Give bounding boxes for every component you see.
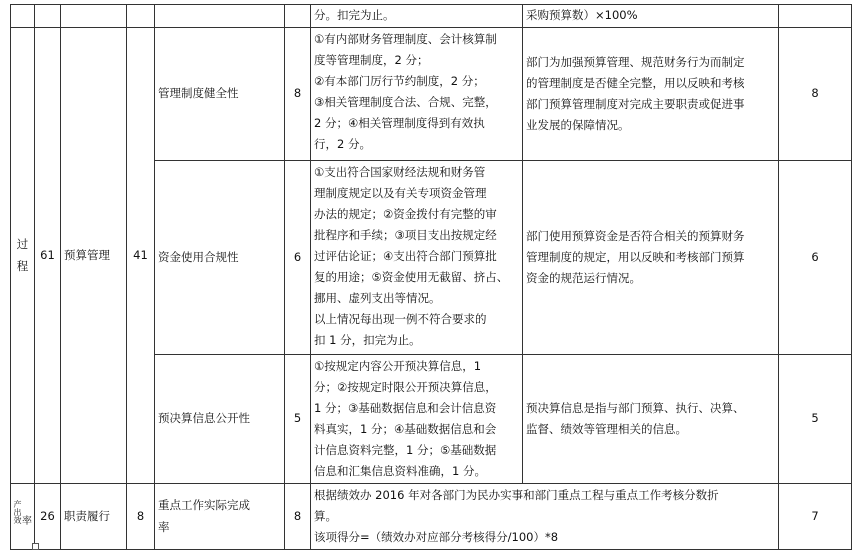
stage-suffix: 率 (22, 516, 32, 528)
description-cell (523, 28, 779, 161)
score-cell: 8 (779, 28, 852, 161)
criteria-line: 挪用、虚列支出等情况。 (314, 291, 441, 305)
description-line: 业发展的保障情况。 (526, 118, 630, 133)
description-line: 部门使用预算资金是否符合相关的预算财务 (526, 228, 745, 243)
stage-cell (11, 484, 35, 550)
points-cell: 8 (285, 484, 311, 550)
stage-cell: 过程 (11, 28, 35, 484)
criteria-line: ①有内部财务管理制度、会计核算制 (314, 32, 497, 46)
criteria-line: 料真实，1 分；④基础数据信息和会 (314, 422, 497, 436)
description-line: 监督、绩效等管理相关的信息。 (526, 422, 687, 436)
score-cell (779, 5, 852, 28)
score-cell: 6 (779, 161, 852, 355)
score-cell: 5 (779, 355, 852, 484)
indicator-cell (61, 5, 127, 28)
criteria-line: 以上情况每出现一例不符合要求的 (314, 312, 487, 326)
code-cell (35, 5, 61, 28)
criteria-cell (311, 355, 523, 484)
criteria-line: 批程序和手续；③项目支出按规定经 (314, 228, 497, 242)
criteria-line: ①支出符合国家财经法规和财务管 (314, 165, 486, 179)
points-cell: 6 (285, 161, 311, 355)
weight-cell: 8 (127, 484, 155, 550)
code-cell: 61 (35, 28, 61, 484)
code-cell: 26 (35, 484, 61, 550)
table-row (11, 28, 852, 161)
description-line: 管理制度的规定，用以反映和考核部门预算 (526, 249, 745, 264)
item-cell (155, 5, 285, 28)
description-cell (523, 355, 779, 484)
criteria-line: 计信息资料完整，1 分；⑤基础数据 (314, 443, 497, 457)
weight-cell (127, 5, 155, 28)
criteria-cell: 分。扣完为止。 (311, 5, 523, 28)
weight-cell: 41 (127, 28, 155, 484)
item-line: 率 (158, 519, 170, 534)
criteria-line: 算。 (314, 509, 337, 523)
criteria-line: ①按规定内容公开预决算信息，1 (314, 359, 482, 373)
criteria-cell (311, 161, 523, 355)
criteria-line: 过评估论证；④支出符合部门预算批 (314, 249, 497, 263)
description-line: 资金的规范运行情况。 (526, 271, 641, 286)
criteria-line: 度等管理制度，2 分； (314, 53, 429, 67)
stage-cell (11, 5, 35, 28)
criteria-line: 1 分；③基础数据信息和会计信息资 (314, 401, 497, 415)
description-cell (523, 161, 779, 355)
item-cell: 预决算信息公开性 (155, 355, 285, 484)
item-cell: 管理制度健全性 (155, 28, 285, 161)
criteria-line: ③相关管理制度合法、合规、完整， (314, 95, 497, 109)
evaluation-table (10, 4, 852, 550)
merged-criteria-cell (311, 484, 779, 550)
indicator-cell: 职责履行 (61, 484, 127, 550)
description-line: 预决算信息是指与部门预算、执行、决算、 (526, 400, 745, 415)
criteria-cell (311, 28, 523, 161)
criteria-line: 复的用途；⑤资金使用无截留、挤占、 (314, 270, 509, 284)
item-cell (155, 484, 285, 550)
criteria-line: 信息和汇集信息资料准确，1 分。 (314, 464, 486, 478)
indicator-cell: 预算管理 (61, 28, 127, 484)
criteria-line: 分；②按规定时限公开预决算信息， (314, 380, 497, 394)
criteria-line: 办法的规定；②资金拨付有完整的审 (314, 207, 497, 221)
criteria-line: 根据绩效办 2016 年对各部门为民办实事和部门重点工程与重点工作考核分数折 (314, 488, 719, 502)
score-cell: 7 (779, 484, 852, 550)
points-cell: 8 (285, 28, 311, 161)
criteria-line: 行，2 分。 (314, 137, 371, 151)
criteria-line: 2 分；④相关管理制度得到有效执 (314, 116, 485, 130)
criteria-line: ②有本部门厉行节约制度，2 分； (314, 74, 485, 88)
description-line: 部门为加强预算管理、规范财务行为而制定 (526, 54, 745, 69)
criteria-line: 理制度规定以及有关专项资金管理 (314, 186, 487, 200)
table-row (11, 5, 852, 28)
points-cell: 5 (285, 355, 311, 484)
table-row (11, 484, 852, 550)
points-cell (285, 5, 311, 28)
criteria-line: 该项得分=（绩效办对应部分考核得分/100）*8 (314, 530, 559, 544)
description-cell: 采购预算数）×100% (523, 5, 779, 28)
criteria-line: 扣 1 分，扣完为止。 (314, 333, 421, 347)
item-line: 重点工作实际完成 (158, 498, 250, 513)
table-anchor-handle (32, 543, 39, 550)
description-line: 的管理制度是否健全完整，用以反映和考核 (526, 75, 745, 90)
stage-vertical-label: 产出效 (13, 500, 22, 525)
item-cell: 资金使用合规性 (155, 161, 285, 355)
description-line: 部门预算管理制度对完成主要职责或促进事 (526, 97, 745, 111)
